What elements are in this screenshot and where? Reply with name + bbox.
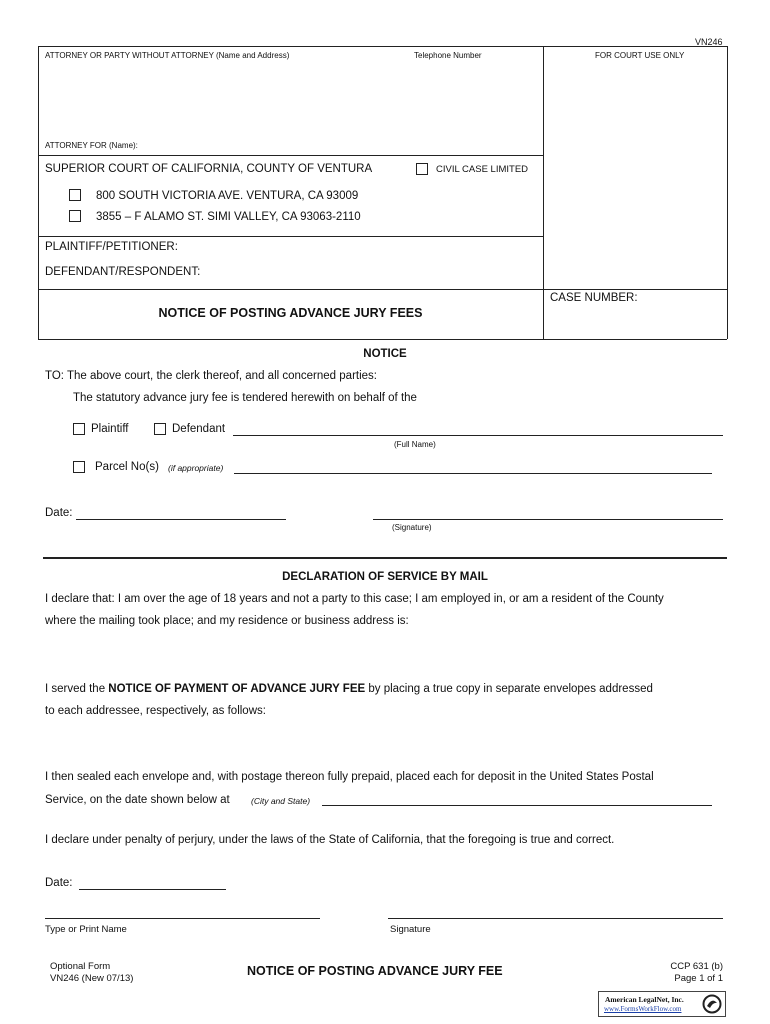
court-name: SUPERIOR COURT OF CALIFORNIA, COUNTY OF VENTURA <box>45 163 373 175</box>
declaration-date-label: Date: <box>45 877 73 889</box>
footer-title: NOTICE OF POSTING ADVANCE JURY FEE <box>247 964 503 978</box>
declaration-p1-line1: I declare that: I am over the age of 18 years and not a party to this case; I am employed in, or am a resident of the County <box>45 593 664 605</box>
declaration-p3-line1: I then sealed each envelope and, with postage thereon fully prepaid, placed each for deposit in the United States Postal <box>45 771 654 783</box>
notice-heading: NOTICE <box>363 348 407 360</box>
ventura-address-checkbox[interactable] <box>69 189 81 201</box>
declarant-signature-line[interactable] <box>388 918 723 919</box>
telephone-field[interactable] <box>414 63 539 83</box>
p2-text-post: by placing a true copy in separate envelopes addressed <box>365 683 653 695</box>
ventura-address: 800 SOUTH VICTORIA AVE. VENTURA, CA 93009 <box>96 190 359 202</box>
city-state-hint: (City and State) <box>251 796 311 806</box>
full-name-caption: (Full Name) <box>394 440 436 449</box>
parcel-hint: (if appropriate) <box>168 463 224 473</box>
publisher-name: American LegalNet, Inc. <box>605 995 684 1004</box>
statutory-fee-line: The statutory advance jury fee is tendered herewith on behalf of the <box>73 392 417 404</box>
publisher-logo-icon <box>702 994 722 1014</box>
section-divider <box>43 557 727 559</box>
court-use-label: FOR COURT USE ONLY <box>595 51 685 60</box>
publisher-badge <box>598 991 726 1017</box>
declaration-p4: I declare under penalty of perjury, under the laws of the State of California, that the foregoing is true and correct. <box>45 834 615 846</box>
p2-text-pre: I served the <box>45 683 109 695</box>
form-id: VN246 <box>695 37 723 47</box>
plaintiff-checkbox[interactable] <box>73 423 85 435</box>
parcel-label: Parcel No(s) <box>95 461 159 473</box>
form-version: VN246 (New 07/13) <box>50 973 134 984</box>
city-state-line[interactable] <box>322 805 712 806</box>
attorney-for-label: ATTORNEY FOR (Name): <box>45 141 138 150</box>
p2-document-name: NOTICE OF PAYMENT OF ADVANCE JURY FEE <box>108 683 366 695</box>
parcel-checkbox[interactable] <box>73 461 85 473</box>
case-number-field[interactable] <box>550 308 720 334</box>
civil-case-limited-checkbox[interactable] <box>416 163 428 175</box>
declaration-p2-line2: to each addressee, respectively, as follows: <box>45 705 266 717</box>
simi-valley-address-checkbox[interactable] <box>69 210 81 222</box>
plaintiff-checkbox-label: Plaintiff <box>91 423 129 435</box>
notice-date-line[interactable] <box>76 519 286 520</box>
ccp-reference: CCP 631 (b) <box>670 961 723 972</box>
notice-date-label: Date: <box>45 507 73 519</box>
declaration-p2-line1 <box>45 683 653 695</box>
page-number: Page 1 of 1 <box>674 973 723 984</box>
defendant-label: DEFENDANT/RESPONDENT: <box>45 266 201 278</box>
notice-signature-line[interactable] <box>373 519 723 520</box>
plaintiff-label: PLAINTIFF/PETITIONER: <box>45 241 178 253</box>
declaration-p1-line2: where the mailing took place; and my residence or business address is: <box>45 615 409 627</box>
civil-case-limited-label: CIVIL CASE LIMITED <box>436 164 529 175</box>
attorney-name-address-field[interactable] <box>45 63 405 133</box>
simi-valley-address: 3855 – F ALAMO ST. SIMI VALLEY, CA 93063-2110 <box>96 211 361 223</box>
publisher-url[interactable]: www.FormsWorkFlow.com <box>604 1005 682 1013</box>
type-print-name-line[interactable] <box>45 918 320 919</box>
form-title: NOTICE OF POSTING ADVANCE JURY FEES <box>158 306 423 320</box>
parcel-line[interactable] <box>234 473 712 474</box>
declaration-p3-line2: Service, on the date shown below at <box>45 794 230 806</box>
case-number-label: CASE NUMBER: <box>550 292 638 304</box>
declaration-heading: DECLARATION OF SERVICE BY MAIL <box>282 571 488 583</box>
telephone-label: Telephone Number <box>414 51 482 60</box>
attorney-label: ATTORNEY OR PARTY WITHOUT ATTORNEY (Name and Address) <box>45 51 290 60</box>
defendant-checkbox-label: Defendant <box>172 423 226 435</box>
signature-label: Signature <box>390 924 431 935</box>
notice-signature-caption: (Signature) <box>392 523 432 532</box>
optional-form-label: Optional Form <box>50 961 111 972</box>
full-name-line[interactable] <box>233 435 723 436</box>
declaration-date-line[interactable] <box>79 889 226 890</box>
notice-to-line: TO: The above court, the clerk thereof, and all concerned parties: <box>45 370 377 382</box>
defendant-checkbox[interactable] <box>154 423 166 435</box>
type-print-name-label: Type or Print Name <box>45 924 127 935</box>
